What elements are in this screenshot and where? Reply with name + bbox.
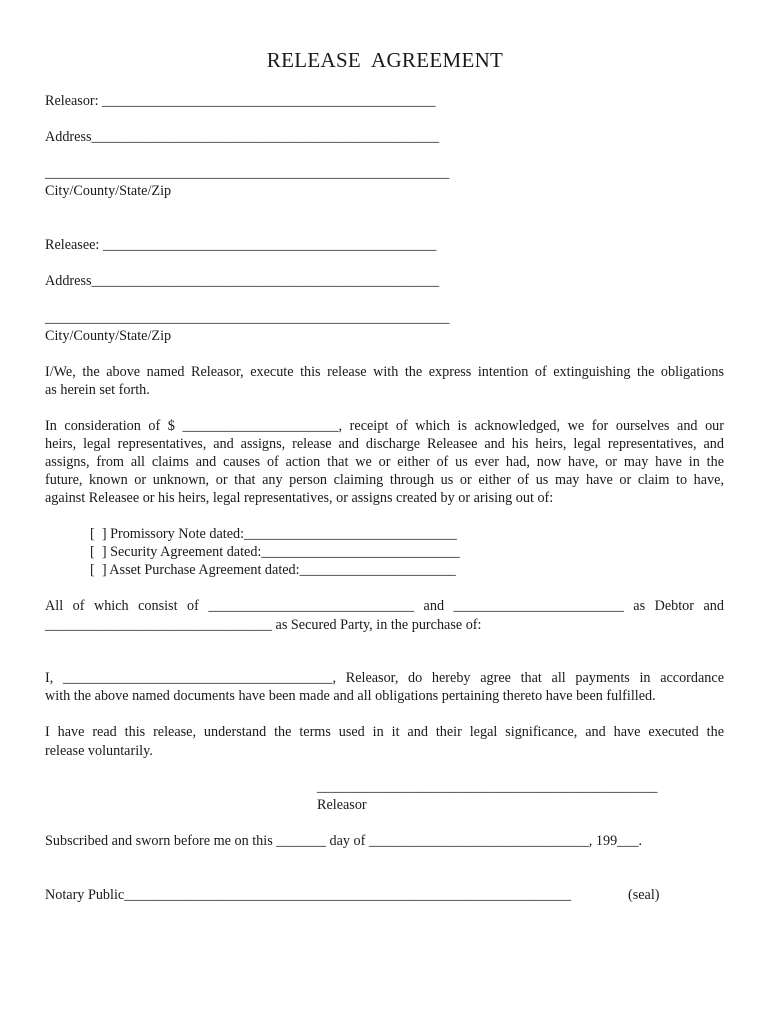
acknowledgement-paragraph-line: I have read this release, understand the terms used in it and their legal significance, and have executed the: [45, 724, 724, 740]
releasor-field[interactable]: Releasor: _______________________________________________: [45, 93, 436, 109]
releasee-field[interactable]: Releasee: _______________________________________________: [45, 237, 437, 253]
releasor-signature-label: Releasor: [317, 797, 367, 813]
consideration-paragraph-line: heirs, legal representatives, and assigns, release and discharge Releasee and his heirs, legal representatives, and: [45, 436, 724, 452]
releasor-signature-line[interactable]: ________________________________________________: [317, 779, 658, 795]
promissory-note-checkbox-item[interactable]: [ ] Promissory Note dated:______________________________: [90, 526, 457, 542]
intent-paragraph-line: I/We, the above named Releasor, execute this release with the express intention of extinguishing the obligations: [45, 364, 724, 380]
agreement-paragraph-line[interactable]: I, ______________________________________, Releasor, do hereby agree that all payments in accordance: [45, 670, 724, 686]
consideration-paragraph-line: against Releasee or his heirs, legal representatives, or assigns created by or arising out of:: [45, 490, 554, 506]
releasee-address-field[interactable]: Address_________________________________________________: [45, 273, 440, 289]
consideration-paragraph-line: assigns, from all claims and causes of action that we or either of us ever had, now have, or may have in the: [45, 454, 724, 470]
releasor-address-field[interactable]: Address_________________________________________________: [45, 129, 440, 145]
releasee-city-label: City/County/State/Zip: [45, 328, 172, 344]
consideration-paragraph-line: future, known or unknown, or that any person claiming through us or either of us may have or claim to have,: [45, 472, 724, 488]
releasee-city-field[interactable]: _________________________________________________________: [45, 310, 450, 326]
intent-paragraph-line: as herein set forth.: [45, 382, 150, 398]
asset-purchase-checkbox-item[interactable]: [ ] Asset Purchase Agreement dated:______________________: [90, 562, 456, 578]
consist-paragraph-line[interactable]: All of which consist of _____________________________ and ________________________ as Debtor and: [45, 598, 724, 614]
consideration-paragraph-line: In consideration of $ ______________________, receipt of which is acknowledged, we for ourselves and our: [45, 418, 724, 434]
releasor-city-field[interactable]: _________________________________________________________: [45, 165, 450, 181]
page-title: RELEASE AGREEMENT: [266, 48, 504, 72]
seal-label: (seal): [628, 887, 660, 903]
releasor-city-label: City/County/State/Zip: [45, 183, 172, 199]
notary-public-field[interactable]: Notary Public_______________________________________________________________: [45, 887, 572, 903]
consist-paragraph-line[interactable]: ________________________________ as Secured Party, in the purchase of:: [45, 617, 482, 633]
security-agreement-checkbox-item[interactable]: [ ] Security Agreement dated:____________________________: [90, 544, 460, 560]
acknowledgement-paragraph-line: release voluntarily.: [45, 743, 153, 759]
agreement-paragraph-line: with the above named documents have been made and all obligations pertaining thereto have been fulfilled.: [45, 688, 656, 704]
sworn-statement-line[interactable]: Subscribed and sworn before me on this _______ day of _______________________________, 199___.: [45, 833, 642, 849]
